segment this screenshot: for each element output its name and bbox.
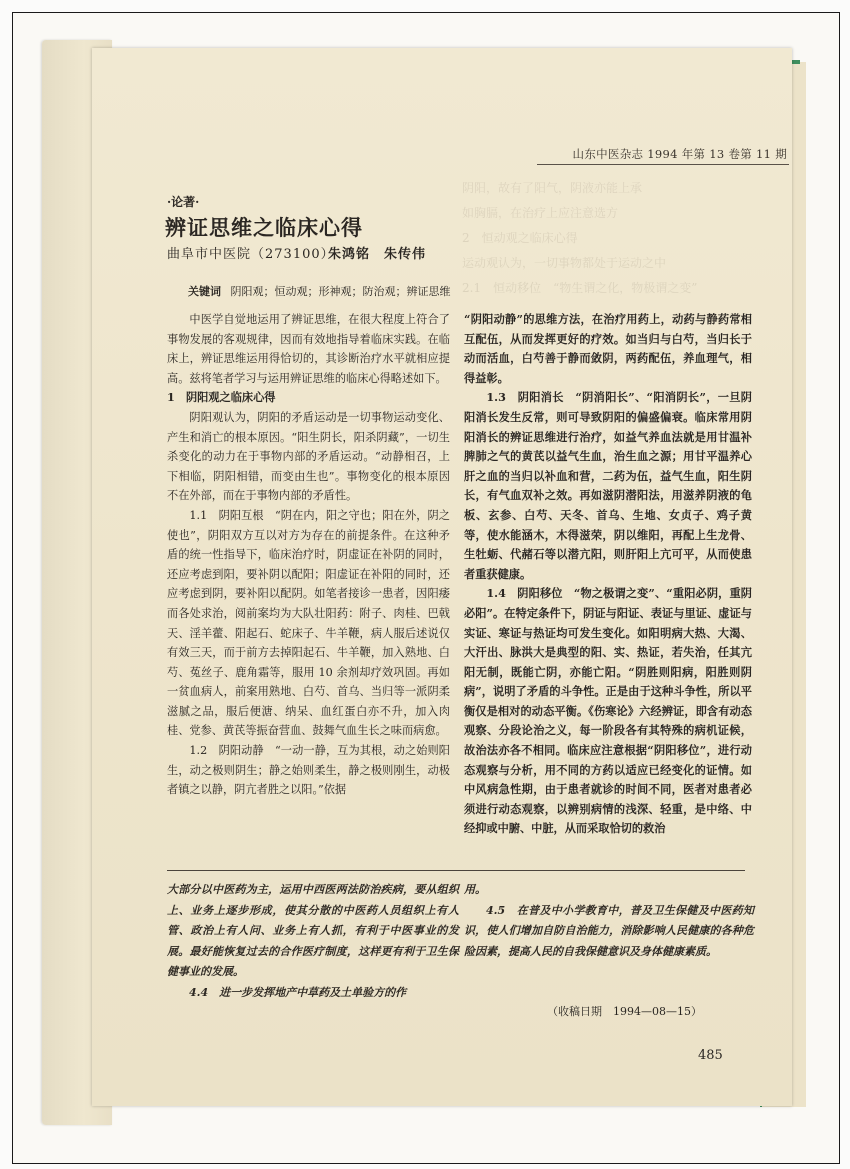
body-paragraph: 1.2 阴阳动静 “一动一静，互为其根，动之始则阳生，动之极则阴生；静之始则柔生，静之极则刚生，动极者镇之以静，阴亢者胜之以阳。”依据	[167, 744, 450, 797]
page-number: 485	[698, 1048, 723, 1063]
article-title: 辨证思维之临床心得	[165, 215, 363, 240]
journal-header: 山东中医杂志 1994 年第 13 卷第 11 期	[572, 147, 787, 161]
intro-paragraph: 中医学自觉地运用了辨证思维，在很大程度上符合了事物发展的客观规律，因而有效地指导着临床实践。在临床上，辨证思维运用得恰切的，其诊断治疗水平就相应提高。兹将笔者学习与运用辨证思维的临床心得略述如下。	[167, 313, 450, 385]
section-divider	[167, 870, 745, 871]
body-paragraph: 1.3 阴阳消长 “阴消阳长”、“阳消阴长”，一旦阴阳消长发生反常，则可导致阴阳的偏盛偏衰。临床常用阴阳消长的辨证思维进行治疗，如益气养血法就是用甘温补脾肺之气的黄芪以益气生血，治生血之源；用甘平温养心肝之血的当归以补血和营，二药为伍，益气生血，阳生阴长，有气血双补之效。再如滋阴潜阳法，用滋养阴液的龟板、玄参、白芍、天冬、首乌、生地、女贞子、鸡子黄等，使水能涵木，木得滋荣，阴以维阳，再配上生龙骨、生牡蛎、代赭石等以潜亢阳，则肝阳上亢可平，从而使患者重获健康。	[464, 390, 752, 581]
body-paragraph: 1.4 阴阳移位 “物之极谓之变”、“重阳必阴，重阴必阳”。在特定条件下，阴证与阳证、表证与里证、虚证与实证、寒证与热证均可发生变化。如阳明病大热、大渴、大汗出、脉洪大是典型的阳、实、热证，若失治，任其亢阳无制，既能亡阴，亦能亡阳。“阴胜则阳病，阳胜则阴病”，说明了矛盾的斗争性。正是由于这种斗争性，所以平衡仅是相对的动态平衡。《伤寒论》六经辨证，即含有动态观察、分段论治之义，每一阶段各有其特殊的病机证候，故治法亦各不相同。临床应注意根据“阴阳移位”，进行动态观察与分析，用不同的方药以适应已经变化的证情。如中风病急性期，由于患者就诊的时间不同，医者对患者必须进行动态观察，以辨别病情的浅深、轻重，是中络、中经抑或中腑、中脏，从而采取恰切的救治	[464, 586, 752, 836]
body-paragraph: 阴阳观认为，阴阳的矛盾运动是一切事物运动变化、产生和消亡的根本原因。“阳生阴长，阳杀阴藏”，一切生杀变化的动力在于事物内部的矛盾运动。“动静相召，上下相临，阴阳相错，而变由生也”。事物变化的根本原因不在外部，而在于事物内部的矛盾性。	[167, 410, 450, 503]
header-rule	[537, 164, 789, 165]
continued-article-left	[167, 880, 459, 1003]
continued-paragraph: 大部分以中医药为主，运用中西医两法防治疾病，要从组织上、业务上逐步形成，使其分散的中医药人员组织上有人管、政治上有人问、业务上有人抓，有利于中医事业的发展。最好能恢复过去的合作医疗制度，这样更有利于卫生保健事业的发展。	[167, 883, 459, 978]
keywords-line	[188, 283, 451, 299]
author-affiliation: 曲阜市中医院（273100）	[167, 247, 335, 262]
keywords-list: 阴阳观；恒动观；形神观；防治观；辨证思维	[230, 285, 451, 298]
author-names: 朱鸿铭 朱传伟	[328, 247, 427, 262]
received-date: （收稿日期 1994—08—15）	[547, 1005, 702, 1018]
continued-paragraph: 4.4 进一步发挥地产中草药及土单验方的作	[189, 985, 407, 999]
body-paragraph: “阴阳动静”的思维方法，在治疗用药上，动药与静药常相互配伍，从而发挥更好的疗效。如当归与白芍，当归长于动而活血，白芍善于静而敛阴，两药配伍，养血理气，相得益彰。	[464, 312, 752, 385]
continued-article-right	[464, 880, 754, 962]
body-column-right	[464, 310, 752, 839]
bleed-through-text: 阴阳，故有了阳气，阴液亦能上承 如胸膈，在治疗上应注意选方 2 恒动观之临床心得 运动观认为，一切事物都处于运动之中 2.1 恒动移位 “物生谓之化，物极谓之变”	[462, 181, 698, 295]
continued-paragraph: 4.5 在普及中小学教育中，普及卫生保健及中医药知识，使人们增加自防自治能力，消除影响人民健康的各种危险因素，提高人民的自我保健意识及身体健康素质。	[464, 903, 754, 958]
body-paragraph: 1.1 阴阳互根 “阴在内，阳之守也；阳在外，阴之使也”，阴阳双方互以对方为存在的前提条件。在这种矛盾的统一性指导下，临床治疗时，阴虚证在补阴的同时，还应考虑到阳，要补阴以配阳；阳虚证在补阳的同时，还应考虑到阴，要补阳以配阴。如笔者接诊一患者，因阳痿而各处求治，阅前案均为大队壮阳药：附子、肉桂、巴戟天、淫羊藿、阳起石、蛇床子、牛羊鞭，病人服后述说仅有效三天，而于前方去掉阳起石、牛羊鞭，加入熟地、白芍、菟丝子、鹿角霜等，服用 10 余剂却疗效巩固。再如一贫血病人，前案用熟地、白芍、首乌、当归等一派阴柔滋腻之品，服后便溏、纳呆、血红蛋白亦不升，加入肉桂、党参、黄芪等振奋营血、鼓舞气血生长之味而病愈。	[167, 508, 450, 738]
section-heading-1: 1 阴阳观之临床心得	[167, 390, 276, 405]
body-column-left	[167, 310, 450, 800]
section-tag: ·论著·	[167, 195, 200, 209]
journal-page	[92, 48, 792, 1106]
keywords-label: 关键词	[188, 285, 221, 298]
continued-paragraph: 用。	[464, 883, 486, 896]
